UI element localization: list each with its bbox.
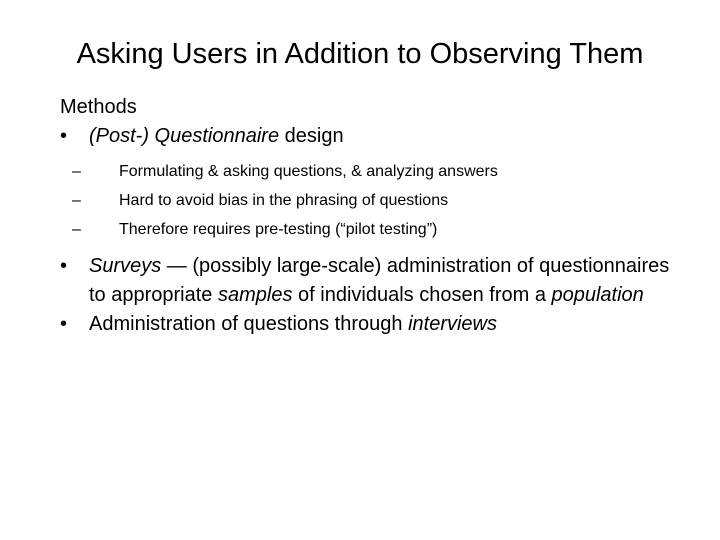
- bullet-item-interviews: [60, 310, 680, 339]
- dash-icon: –: [72, 163, 81, 180]
- sub-item-text: Formulating & asking questions, & analyzing answers: [119, 163, 498, 180]
- sub-item-text: Hard to avoid bias in the phrasing of questions: [119, 192, 449, 209]
- bullet-text-italic: (Post-) Questionnaire: [89, 125, 280, 147]
- sub-item: [60, 157, 680, 186]
- bullet-icon: •: [60, 125, 68, 147]
- sub-item-text: Therefore requires pre-testing (“pilot testing”): [119, 221, 438, 238]
- bullet-text: of individuals chosen from a: [292, 284, 552, 306]
- bullet-text: — (possibly large-scale) administration of questionnaires to appropriate: [89, 255, 670, 306]
- bullet-item-surveys: [60, 252, 680, 310]
- dash-icon: –: [72, 192, 81, 209]
- sub-item: [60, 186, 680, 215]
- bullet-text: design: [279, 125, 344, 147]
- bullet-text-italic: interviews: [408, 313, 497, 335]
- bullet-text-italic: Surveys: [89, 255, 162, 277]
- slide-body: [60, 92, 680, 339]
- bullet-text: Administration of questions through: [89, 313, 409, 335]
- section-heading: Methods: [60, 96, 137, 118]
- slide-title: Asking Users in Addition to Observing Them: [76, 38, 644, 70]
- bullet-text-italic: samples: [217, 284, 293, 306]
- bullet-text-italic: population: [551, 284, 644, 306]
- bullet-icon: •: [60, 313, 68, 335]
- sub-list: [60, 157, 680, 244]
- bullet-icon: •: [60, 255, 68, 277]
- sub-item: [60, 215, 680, 244]
- bullet-item-questionnaire: [60, 122, 680, 151]
- dash-icon: –: [72, 221, 81, 238]
